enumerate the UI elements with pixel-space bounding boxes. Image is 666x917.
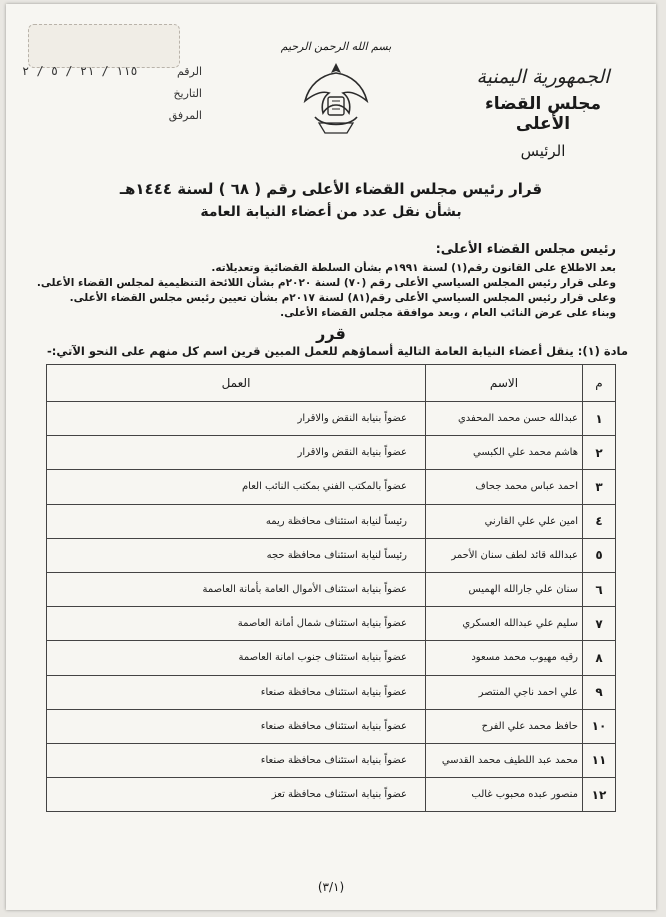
title-line-1: قرار رئيس مجلس القضاء الأعلى رقم ( ٦٨ ) لسنة ١٤٤٤هـ [119, 180, 543, 198]
council-name: مجلس القضاء الأعلى [485, 94, 601, 134]
ref-label: الرقم [176, 64, 202, 78]
preamble-line: بعد الاطلاع على القانون رقم(١) لسنة ١٩٩١م بشأن السلطة القضائية وتعديلاته. [211, 262, 616, 274]
table-row [47, 743, 616, 777]
table-header-row [47, 365, 616, 402]
article-1: مادة (١): ينقل أعضاء النيابة العامة التالية أسماؤهم للعمل المبين قرين اسم كل منهم على النحو الآتي:- [47, 344, 628, 358]
row-num: ١٢ [583, 778, 616, 812]
row-num: ١٠ [583, 709, 616, 743]
table-row [47, 470, 616, 504]
ref-row [22, 60, 202, 82]
basmala: بسم الله الرحمن الرحيم [280, 40, 392, 53]
country-name: الجمهورية اليمنية [476, 66, 610, 88]
letterhead [458, 66, 628, 160]
row-work: عضواً بنيابة استئناف محافظة صنعاء [47, 743, 426, 777]
row-name: منصور عبده محبوب غالب [426, 778, 583, 812]
table-row [47, 778, 616, 812]
row-name: رقيه مهيوب محمد مسعود [426, 641, 583, 675]
row-num: ٦ [583, 572, 616, 606]
row-work: عضواً بنيابة استئناف الأموال العامة بأمانة العاصمة [47, 572, 426, 606]
row-work: عضواً بنيابة استئناف شمال أمانة العاصمة [47, 607, 426, 641]
row-num: ٤ [583, 504, 616, 538]
row-name: عبدالله حسن محمد المحفدي [426, 402, 583, 436]
table-row [47, 607, 616, 641]
row-name: محمد عبد اللطيف محمد القدسي [426, 743, 583, 777]
document-page [6, 4, 656, 910]
eagle-emblem-icon [301, 57, 371, 141]
row-name: سليم علي عبدالله العسكري [426, 607, 583, 641]
row-num: ١١ [583, 743, 616, 777]
emblem-block [266, 40, 406, 145]
decision-label: قرر [316, 324, 346, 343]
preamble-heading: رئيس مجلس القضاء الأعلى: [435, 242, 616, 257]
role-title: الرئيس [520, 142, 566, 160]
header-num: م [583, 365, 616, 402]
row-work: عضواً بالمكتب الفني بمكتب النائب العام [47, 470, 426, 504]
row-num: ٥ [583, 538, 616, 572]
row-name: سنان علي جارالله الهميس [426, 572, 583, 606]
table-row [47, 436, 616, 470]
table-row [47, 641, 616, 675]
row-work: عضواً بنيابة استئناف جنوب امانة العاصمة [47, 641, 426, 675]
header-work: العمل [47, 365, 426, 402]
row-name: احمد عباس محمد جحاف [426, 470, 583, 504]
title-line-2: بشأن نقل عدد من أعضاء النيابة العامة [200, 204, 462, 220]
row-num: ٩ [583, 675, 616, 709]
row-num: ٨ [583, 641, 616, 675]
preamble-line: وبناء على عرض النائب العام ، وبعد موافقة مجلس القضاء الأعلى. [280, 307, 616, 319]
date-row [22, 82, 202, 104]
ref-value: ١١٥ / ٢١ / ٥ / ٢ [22, 64, 138, 78]
attach-row [22, 104, 202, 126]
row-name: عبدالله قائد لطف سنان الأحمر [426, 538, 583, 572]
row-work: رئيساً لنيابة استئناف محافظة ريمه [47, 504, 426, 538]
preamble-line: وعلى قرار رئيس المجلس السياسي الأعلى رقم(٨١) لسنة ٢٠١٧م بشأن تعيين رئيس مجلس القضاء الأعلى. [69, 292, 616, 304]
date-label: التاريخ [173, 86, 202, 100]
preamble-line: وعلى قرار رئيس المجلس السياسي الأعلى رقم (٧٠) لسنة ٢٠٢٠م بشأن اللائحة التنظيمية لمجلس القضاء الأعلى. [36, 277, 616, 289]
attach-label: المرفق [168, 108, 202, 122]
row-name: علي احمد ناجي المنتصر [426, 675, 583, 709]
preamble [30, 242, 616, 321]
row-num: ٣ [583, 470, 616, 504]
table-row [47, 572, 616, 606]
row-name: حافظ محمد علي الفرح [426, 709, 583, 743]
row-work: رئيساً لنيابة استئناف محافظة حجه [47, 538, 426, 572]
row-work: عضواً بنيابة النقض والاقرار [47, 436, 426, 470]
table-row [47, 504, 616, 538]
transfer-table [46, 364, 616, 812]
row-work: عضواً بنيابة استئناف محافظة صنعاء [47, 709, 426, 743]
row-work: عضواً بنيابة النقض والاقرار [47, 402, 426, 436]
row-work: عضواً بنيابة استئناف محافظة صنعاء [47, 675, 426, 709]
row-num: ٢ [583, 436, 616, 470]
page-number: (٣/١) [317, 880, 345, 894]
header-name: الاسم [426, 365, 583, 402]
table-row [47, 675, 616, 709]
table-row [47, 402, 616, 436]
table-row [47, 709, 616, 743]
reference-block [22, 60, 202, 126]
row-num: ٧ [583, 607, 616, 641]
table-row [47, 538, 616, 572]
decision-title [46, 180, 616, 220]
row-num: ١ [583, 402, 616, 436]
row-name: امين علي علي القارني [426, 504, 583, 538]
row-work: عضواً بنيابة استئناف محافظة تعز [47, 778, 426, 812]
row-name: هاشم محمد علي الكبسي [426, 436, 583, 470]
